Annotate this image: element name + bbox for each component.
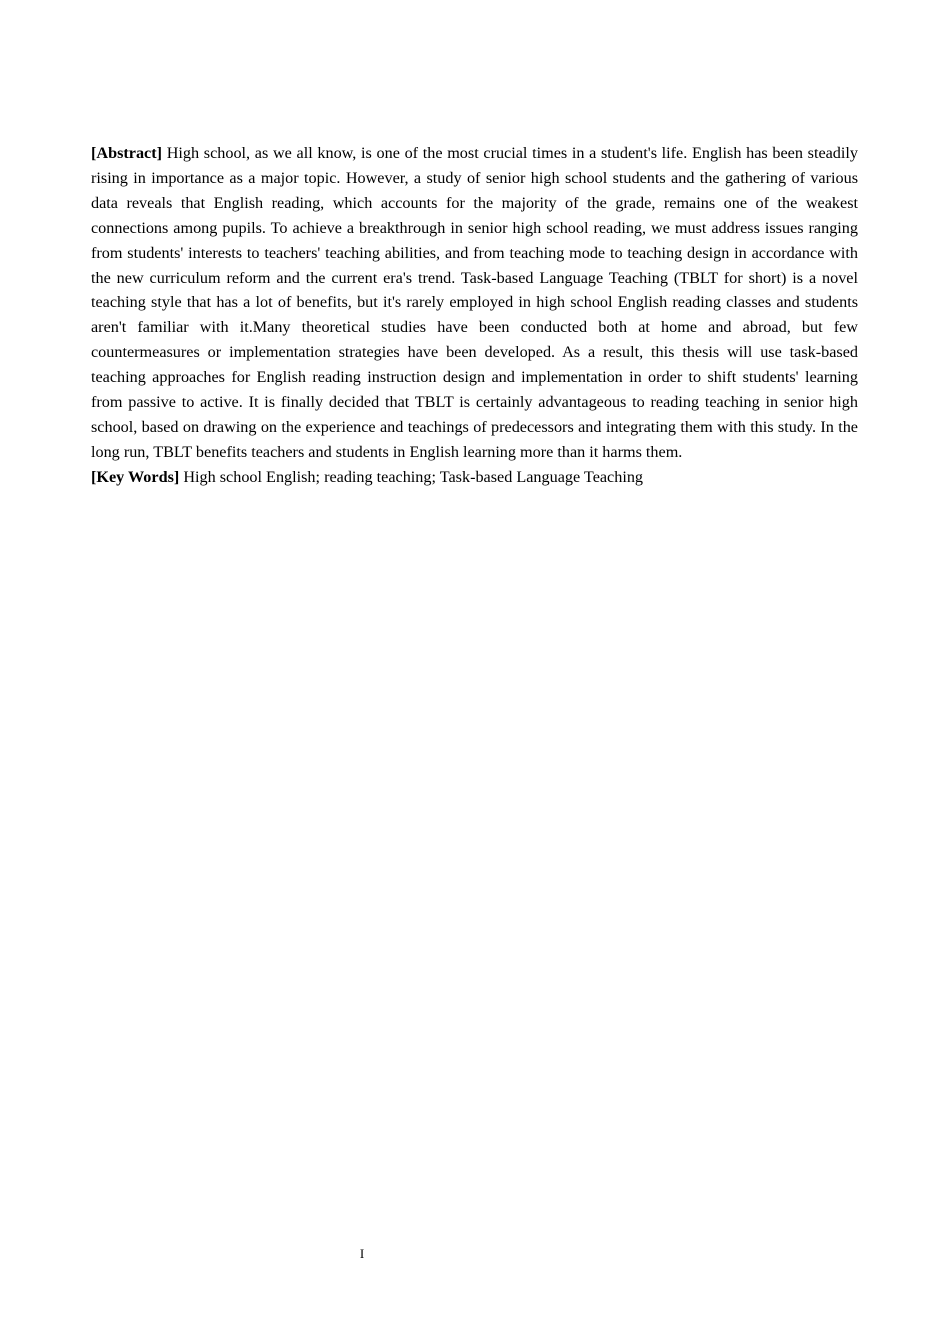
keywords-label: [Key Words] — [91, 467, 180, 486]
abstract-label: [Abstract] — [91, 144, 163, 162]
page-number: I — [359, 1246, 365, 1261]
keywords-text: High school English; reading teaching; Task-based Language Teaching — [183, 467, 644, 486]
keywords-paragraph — [91, 465, 858, 490]
abstract-text: High school, as we all know, is one of the most crucial times in a student's life. English has been steadily rising in importance as a major topic. However, a study of senior high school students and the gathering of various data reveals that English reading, which accounts for the majority of the grade, remains one of the weakest connections among pupils. To achieve a breakthrough in senior high school reading, we must address issues ranging from students' interests to teachers' teaching abilities, and from teaching mode to teaching design in accordance with the new curriculum reform and the current era's trend. Task-based Language Teaching (TBLT for short) is a novel teaching style that has a lot of benefits, but it's rarely employed in high school English reading classes and students aren't familiar with it.Many theoretical studies have been conducted both at home and abroad, but few countermeasures or implementation strategies have been developed. As a result, this thesis will use task-based teaching approaches for English reading instruction design and implementation in order to shift students' learning from passive to active. It is finally decided that TBLT is certainly advantageous to reading teaching in senior high school, based on drawing on the experience and teachings of predecessors and integrating them with this study. In the long run, TBLT benefits teachers and students in English learning more than it harms them. — [91, 144, 858, 461]
abstract-section — [91, 141, 858, 490]
abstract-paragraph — [91, 141, 858, 465]
